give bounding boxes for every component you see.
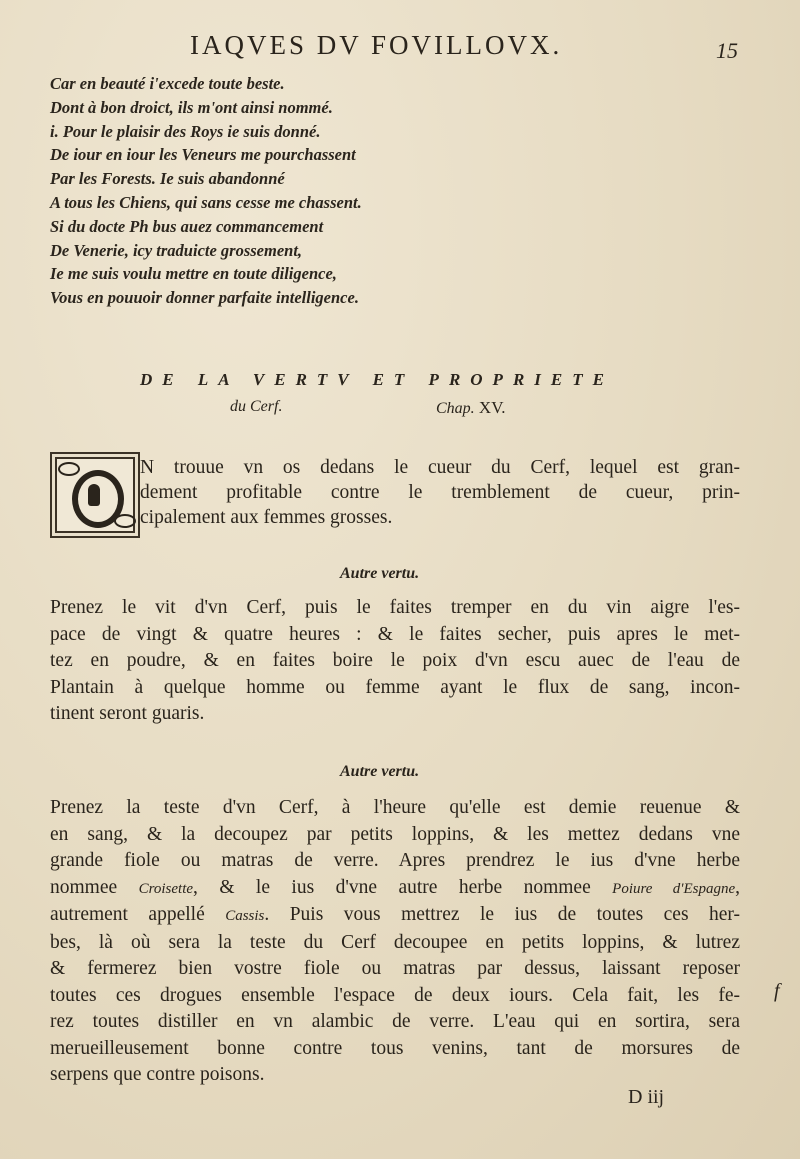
text-line: toutes ces drogues ensemble l'espace de deux iours. Cela fait, les fe- bbox=[50, 984, 740, 1006]
text-line: rez toutes distiller en vn alambic de verre. L'eau qui en sortira, sera bbox=[50, 1011, 740, 1032]
herb-name: Cassis bbox=[225, 908, 265, 924]
chapter-label: Chap. bbox=[436, 400, 475, 417]
text-line: grande fiole ou matras de verre. Apres prendrez le ius d'vne herbe bbox=[50, 850, 740, 871]
text-line: tinent seront guaris. bbox=[50, 703, 205, 724]
verse-line: Ie me suis voulu mettre en toute diligence, bbox=[50, 264, 337, 284]
verse-block bbox=[50, 72, 470, 310]
text-line: serpens que contre poisons. bbox=[50, 1064, 265, 1085]
chapter-number bbox=[436, 398, 506, 418]
text-line: Prenez le vit d'vn Cerf, puis le faites tremper en du vin aigre l'es- bbox=[50, 597, 740, 618]
show-through bbox=[560, 92, 800, 115]
margin-mark: f bbox=[774, 980, 780, 1002]
paragraph-3 bbox=[50, 795, 740, 1089]
text-line: en sang, & la decoupez par petits loppins, & les mettez dedans vne bbox=[50, 823, 740, 845]
verse-line: Vous en pouuoir donner parfaite intelligence. bbox=[50, 288, 359, 308]
verse-line: Dont à bon droict, ils m'ont ainsi nommé. bbox=[50, 97, 333, 117]
text-line: autrement appellé Cassis. Puis vous mettrez le ius de toutes ces her- bbox=[50, 904, 740, 925]
text-line: cipalement aux femmes grosses. bbox=[140, 507, 393, 528]
subheading-autre-vertu: Autre vertu. bbox=[340, 565, 420, 582]
paragraph-1 bbox=[140, 455, 740, 530]
text-line: nommee Croisette, & le ius d'vne autre herbe nommee Poiure d'Espagne, bbox=[50, 876, 740, 898]
text-line: pace de vingt & quatre heures : & le faites secher, puis apres le met- bbox=[50, 623, 740, 645]
herb-name: Poiure d'Espagne bbox=[612, 880, 736, 897]
verse-line: De Venerie, icy traduicte grossement, bbox=[50, 240, 303, 260]
signature-mark: D iij bbox=[628, 1086, 665, 1108]
chapter-title: DE LA VERTV ET PROPRIETE bbox=[140, 370, 614, 389]
paragraph-2 bbox=[50, 595, 740, 728]
text-line: Prenez la teste d'vn Cerf, à l'heure qu'elle est demie reuenue & bbox=[50, 797, 740, 818]
herb-name: Croisette bbox=[138, 880, 194, 897]
verse-line: A tous les Chiens, qui sans cesse me chassent. bbox=[50, 192, 362, 212]
text-line: N trouue vn os dedans le cueur du Cerf, lequel est gran- bbox=[140, 457, 740, 478]
verse-line: Si du docte Ph bus auez commancement bbox=[50, 216, 324, 236]
chapter-subtitle: du Cerf. bbox=[230, 398, 283, 415]
verse-line: Par les Forests. Ie suis abandonné bbox=[50, 169, 285, 189]
text-line: merueilleusement bonne contre tous venins, tant de morsures de bbox=[50, 1037, 740, 1059]
text-line: Plantain à quelque homme ou femme ayant le flux de sang, incon- bbox=[50, 676, 740, 698]
text-line: bes, là où sera la teste du Cerf decoupee en petits loppins, & lutrez bbox=[50, 931, 740, 953]
text-line: dement profitable contre le tremblement de cueur, prin- bbox=[140, 482, 740, 503]
page-number: 15 bbox=[716, 38, 738, 63]
decorated-initial-icon bbox=[50, 452, 140, 538]
text-line: tez en poudre, & en faites boire le poix d'vn escu auec de l'eau de bbox=[50, 650, 740, 671]
running-title: IAQVES DV FOVILLOVX. bbox=[190, 30, 563, 60]
verse-line: Car en beauté i'excede toute beste. bbox=[50, 74, 285, 93]
subheading-autre-vertu: Autre vertu. bbox=[340, 763, 420, 780]
verse-line: De iour en iour les Veneurs me pourchassent bbox=[50, 145, 356, 165]
text-line: & fermerez bien vostre fiole ou matras par dessus, laissant reposer bbox=[50, 958, 740, 979]
chapter-numeral: XV. bbox=[478, 398, 506, 417]
verse-line: i. Pour le plaisir des Roys ie suis donné. bbox=[50, 121, 321, 141]
